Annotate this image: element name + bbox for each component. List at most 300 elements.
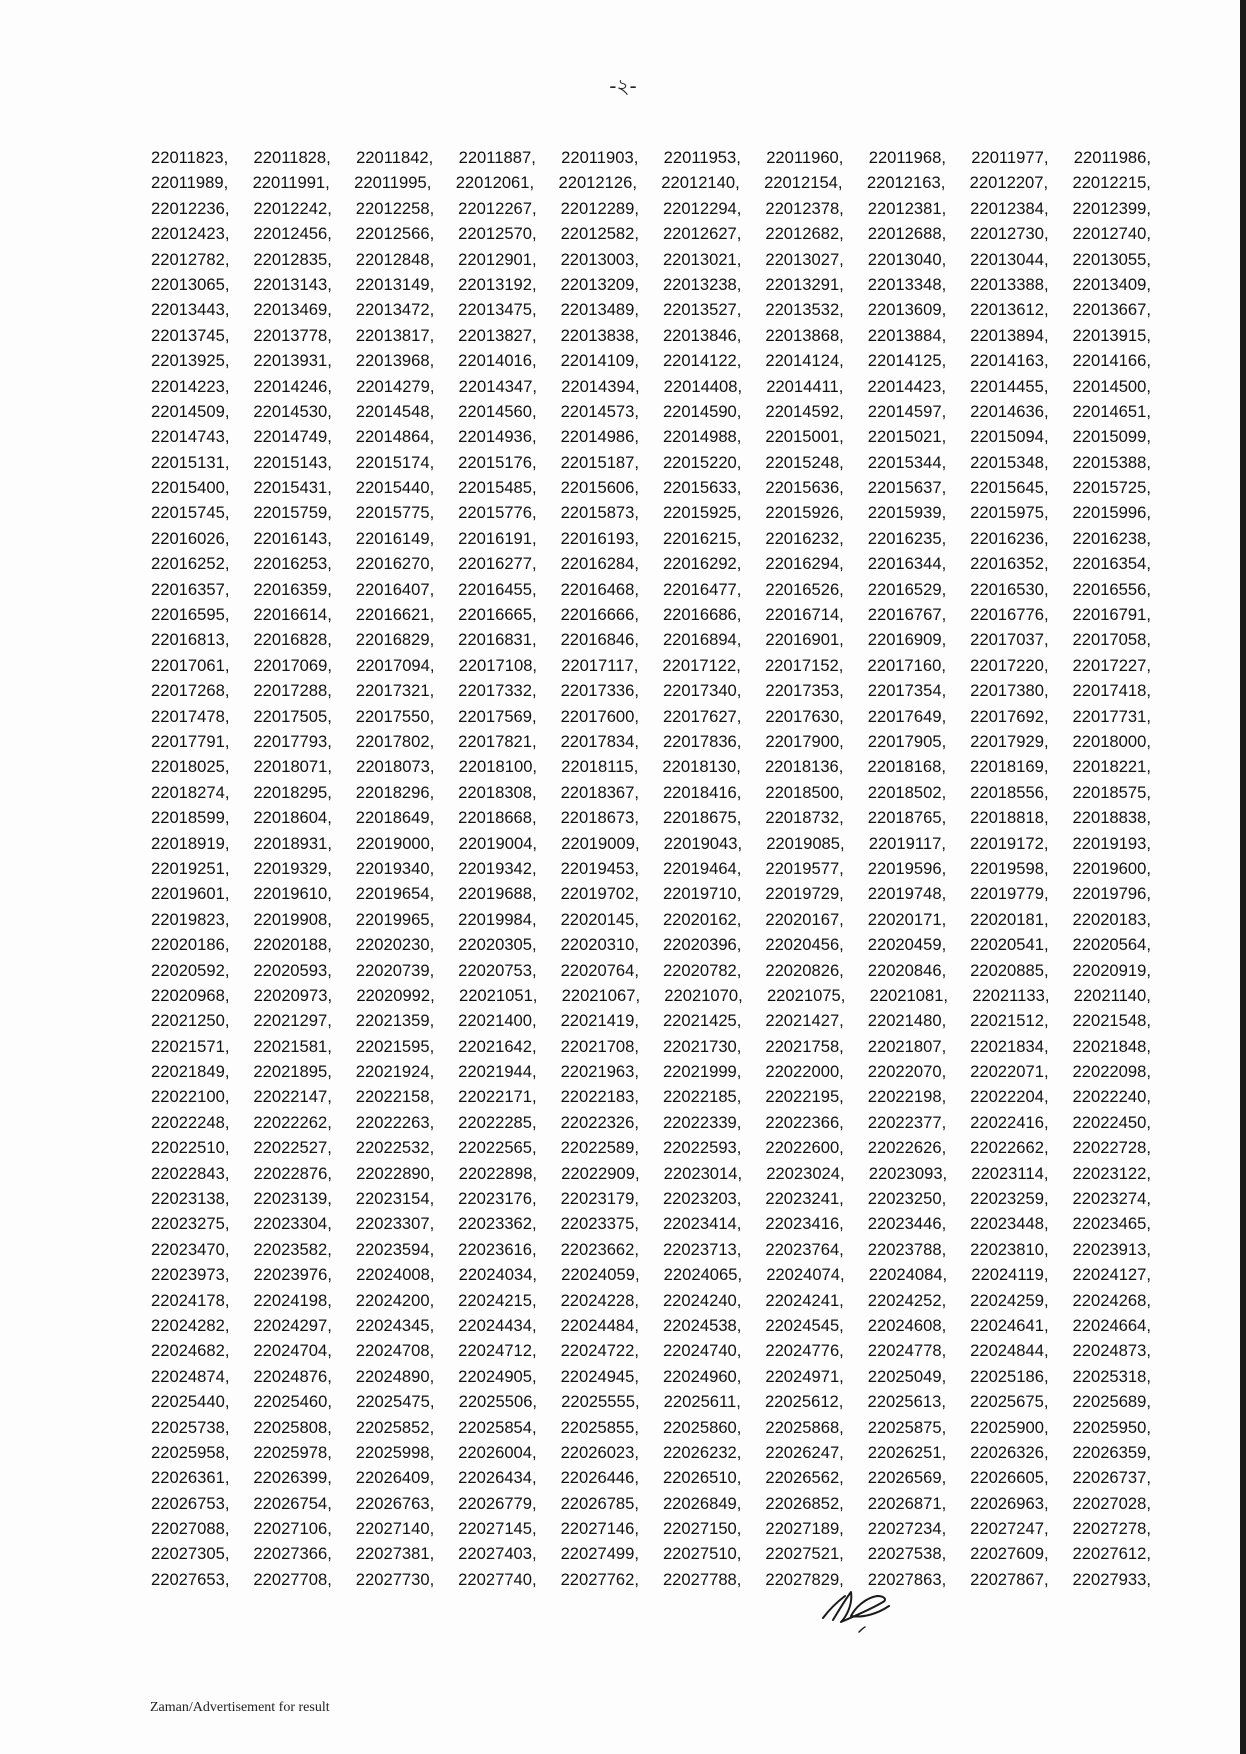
roll-number: 22012582, xyxy=(560,224,640,244)
roll-number: 22020305, xyxy=(458,935,537,955)
roll-number: 22018673, xyxy=(560,808,640,828)
roll-number: 22024074, xyxy=(766,1265,845,1285)
roll-number: 22012423, xyxy=(151,224,230,244)
roll-number: 22012456, xyxy=(253,224,332,244)
roll-number: 22020992, xyxy=(356,985,435,1005)
roll-number: 22027521, xyxy=(765,1544,844,1564)
roll-number: 22012566, xyxy=(355,224,435,244)
roll-number: 22026871, xyxy=(867,1493,947,1513)
roll-number: 22025440, xyxy=(151,1392,230,1412)
roll-number: 22024215, xyxy=(458,1290,537,1310)
roll-number: 22012207, xyxy=(969,173,1049,193)
roll-number: 22015926, xyxy=(765,503,844,523)
number-row xyxy=(151,221,1151,246)
roll-number: 22011977, xyxy=(971,148,1049,167)
roll-number: 22016235, xyxy=(867,528,947,548)
roll-number: 22024198, xyxy=(253,1290,332,1310)
roll-number: 22019085, xyxy=(766,833,845,853)
roll-number: 22018308, xyxy=(458,782,537,802)
roll-number: 22015745, xyxy=(151,503,230,523)
roll-number: 22012682, xyxy=(765,224,844,244)
roll-number: 22024059, xyxy=(561,1265,640,1285)
roll-number: 22021595, xyxy=(355,1036,435,1056)
roll-number: 22015485, xyxy=(458,478,537,498)
number-row xyxy=(151,856,1151,881)
roll-number: 22024178, xyxy=(151,1290,230,1310)
roll-number: 22021730, xyxy=(662,1036,742,1056)
roll-number: 22021081, xyxy=(869,985,949,1005)
roll-number: 22022198, xyxy=(867,1087,947,1107)
roll-number: 22013609, xyxy=(867,300,947,320)
roll-number: 22022100, xyxy=(151,1087,230,1107)
roll-number: 22017160, xyxy=(867,655,946,675)
roll-number: 22013388, xyxy=(970,274,1049,294)
roll-number: 22022728, xyxy=(1072,1138,1151,1158)
number-row xyxy=(151,1186,1151,1211)
roll-number: 22022626, xyxy=(867,1138,947,1158)
roll-number: 22022071, xyxy=(970,1062,1049,1082)
roll-number: 22017268, xyxy=(151,681,230,701)
roll-number: 22024712, xyxy=(458,1341,537,1361)
roll-number: 22013884, xyxy=(867,325,947,345)
roll-number: 22023913, xyxy=(1072,1239,1151,1259)
roll-number: 22026361, xyxy=(151,1468,230,1488)
roll-number: 22016253, xyxy=(253,554,332,574)
roll-number: 22021708, xyxy=(560,1036,640,1056)
roll-number: 22019779, xyxy=(970,884,1049,904)
roll-number: 22011903, xyxy=(561,148,639,167)
number-row xyxy=(151,678,1151,703)
roll-number: 22022890, xyxy=(356,1163,435,1183)
roll-number: 22015725, xyxy=(1072,478,1151,498)
roll-number: 22015996, xyxy=(1072,503,1151,523)
roll-number: 22019600, xyxy=(1072,858,1151,878)
roll-number: 22022589, xyxy=(560,1138,640,1158)
roll-number: 22018675, xyxy=(662,808,742,828)
roll-number: 22018115, xyxy=(561,757,639,777)
roll-number: 22022565, xyxy=(458,1138,537,1158)
roll-number: 22026852, xyxy=(765,1493,844,1513)
roll-number: 22020919, xyxy=(1072,960,1151,980)
roll-number: 22017354, xyxy=(867,681,947,701)
roll-number: 22013475, xyxy=(458,300,537,320)
roll-number: 22022326, xyxy=(560,1112,640,1132)
roll-number: 22011842, xyxy=(356,148,434,167)
roll-number: 22017505, xyxy=(253,706,332,726)
roll-number: 22015873, xyxy=(560,503,640,523)
roll-number: 22013065, xyxy=(151,274,230,294)
roll-number: 22026737, xyxy=(1072,1468,1151,1488)
roll-number: 22023973, xyxy=(151,1265,230,1285)
roll-number: 22021250, xyxy=(151,1011,230,1031)
roll-number: 22016354, xyxy=(1072,554,1151,574)
roll-number: 22026023, xyxy=(560,1442,640,1462)
roll-number: 22024345, xyxy=(355,1315,435,1335)
roll-number: 22023114, xyxy=(971,1163,1049,1183)
roll-number: 22025900, xyxy=(970,1417,1049,1437)
roll-number: 22024252, xyxy=(867,1290,947,1310)
roll-number: 22014500, xyxy=(1072,376,1151,396)
roll-number: 22012163, xyxy=(866,173,946,193)
number-row xyxy=(151,348,1151,373)
roll-number: 22023014, xyxy=(663,1163,743,1183)
roll-number: 22017929, xyxy=(970,731,1049,751)
roll-number: 22016294, xyxy=(765,554,844,574)
roll-number: 22019453, xyxy=(560,858,640,878)
roll-number: 22022600, xyxy=(765,1138,844,1158)
number-row xyxy=(151,1084,1151,1109)
roll-number: 22016026, xyxy=(151,528,230,548)
roll-number: 22013149, xyxy=(355,274,435,294)
roll-number: 22024664, xyxy=(1072,1315,1151,1335)
roll-number: 22013612, xyxy=(970,300,1049,320)
roll-number: 22013040, xyxy=(867,249,947,269)
roll-number: 22015636, xyxy=(765,478,844,498)
roll-number: 22024034, xyxy=(458,1265,538,1285)
roll-number: 22024259, xyxy=(970,1290,1049,1310)
roll-number: 22012258, xyxy=(355,198,435,218)
number-row xyxy=(151,932,1151,957)
roll-number: 22017478, xyxy=(151,706,230,726)
roll-number: 22019340, xyxy=(355,858,435,878)
roll-number: 22013143, xyxy=(253,274,332,294)
roll-number: 22024127, xyxy=(1072,1265,1151,1285)
roll-number: 22016232, xyxy=(765,528,844,548)
number-row xyxy=(151,272,1151,297)
roll-number: 22023304, xyxy=(253,1214,332,1234)
roll-number: 22022000, xyxy=(765,1062,844,1082)
roll-number: 22017336, xyxy=(560,681,640,701)
roll-number: 22019043, xyxy=(663,833,743,853)
roll-number: 22013489, xyxy=(560,300,640,320)
roll-number: 22024971, xyxy=(765,1366,844,1386)
roll-number: 22013443, xyxy=(151,300,230,320)
roll-number: 22021425, xyxy=(662,1011,742,1031)
roll-number: 22023176, xyxy=(458,1189,537,1209)
roll-number: 22016666, xyxy=(560,605,640,625)
number-row xyxy=(151,323,1151,348)
roll-number: 22018416, xyxy=(662,782,742,802)
roll-number: 22021480, xyxy=(867,1011,947,1031)
roll-number: 22025675, xyxy=(970,1392,1049,1412)
roll-number: 22013192, xyxy=(458,274,537,294)
number-row xyxy=(151,1237,1151,1262)
roll-number: 22018838, xyxy=(1072,808,1151,828)
roll-number: 22012242, xyxy=(253,198,332,218)
roll-number: 22020846, xyxy=(867,960,947,980)
roll-number: 22024241, xyxy=(765,1290,844,1310)
roll-number: 22025613, xyxy=(867,1392,946,1412)
roll-number: 22018919, xyxy=(151,833,230,853)
roll-number: 22020162, xyxy=(662,909,742,929)
roll-number: 22023713, xyxy=(662,1239,742,1259)
roll-number: 22017900, xyxy=(765,731,844,751)
roll-number: 22020739, xyxy=(355,960,435,980)
roll-number: 22021963, xyxy=(560,1062,640,1082)
roll-number: 22015143, xyxy=(253,452,332,472)
roll-number: 22017692, xyxy=(970,706,1049,726)
roll-number: 22017117, xyxy=(561,655,639,675)
roll-number: 22014560, xyxy=(458,401,537,421)
roll-number: 22013868, xyxy=(765,325,844,345)
roll-number: 22020541, xyxy=(970,935,1049,955)
roll-number: 22019577, xyxy=(765,858,844,878)
roll-number: 22013925, xyxy=(151,351,230,371)
roll-number: 22016455, xyxy=(458,579,537,599)
roll-number: 22016665, xyxy=(458,605,537,625)
roll-number: 22016270, xyxy=(355,554,435,574)
roll-number: 22018296, xyxy=(355,782,435,802)
roll-number: 22020593, xyxy=(253,960,332,980)
roll-number: 22023414, xyxy=(662,1214,742,1234)
roll-number: 22027189, xyxy=(765,1519,844,1539)
roll-number: 22021427, xyxy=(765,1011,844,1031)
roll-number: 22027499, xyxy=(560,1544,640,1564)
roll-number: 22019908, xyxy=(253,909,332,929)
roll-number: 22024545, xyxy=(765,1315,844,1335)
roll-number: 22021051, xyxy=(458,985,538,1005)
roll-number: 22016352, xyxy=(970,554,1049,574)
roll-number: 22023416, xyxy=(765,1214,844,1234)
roll-number: 22018668, xyxy=(458,808,537,828)
number-row xyxy=(151,653,1151,678)
roll-number: 22014455, xyxy=(970,376,1049,396)
roll-number: 22027788, xyxy=(662,1569,742,1589)
roll-number: 22018025, xyxy=(151,757,230,777)
number-row xyxy=(151,704,1151,729)
roll-number: 22021924, xyxy=(355,1062,435,1082)
roll-number: 22018221, xyxy=(1072,757,1151,777)
number-row xyxy=(151,145,1151,170)
roll-number: 22020753, xyxy=(458,960,537,980)
roll-number: 22026785, xyxy=(560,1493,640,1513)
roll-number: 22016791, xyxy=(1072,605,1151,625)
roll-number: 22016714, xyxy=(765,605,844,625)
roll-number: 22025506, xyxy=(458,1392,538,1412)
roll-number: 22012782, xyxy=(151,249,230,269)
roll-number: 22017418, xyxy=(1072,681,1151,701)
roll-number: 22017321, xyxy=(355,681,435,701)
roll-number: 22013846, xyxy=(662,325,742,345)
roll-number: 22016277, xyxy=(458,554,537,574)
roll-number: 22025860, xyxy=(662,1417,742,1437)
roll-number: 22017802, xyxy=(355,731,435,751)
roll-number: 22016407, xyxy=(355,579,435,599)
roll-number: 22026247, xyxy=(765,1442,844,1462)
number-row xyxy=(151,551,1151,576)
roll-number: 22023465, xyxy=(1072,1214,1151,1234)
number-row xyxy=(151,374,1151,399)
roll-number: 22020183, xyxy=(1072,909,1151,929)
roll-number: 22025868, xyxy=(765,1417,844,1437)
roll-number: 22026399, xyxy=(253,1468,332,1488)
roll-number: 22020167, xyxy=(765,909,844,929)
roll-number: 22024905, xyxy=(458,1366,537,1386)
roll-number: 22018575, xyxy=(1072,782,1151,802)
roll-number: 22023375, xyxy=(560,1214,640,1234)
roll-number: 22015388, xyxy=(1072,452,1151,472)
roll-number: 22019710, xyxy=(662,884,742,904)
roll-number: 22014509, xyxy=(151,401,230,421)
roll-number: 22017288, xyxy=(253,681,332,701)
roll-number: 22019117, xyxy=(868,833,946,853)
roll-number: 22022532, xyxy=(355,1138,435,1158)
roll-number: 22025186, xyxy=(970,1366,1049,1386)
number-row xyxy=(151,247,1151,272)
roll-number: 22013827, xyxy=(458,325,537,345)
roll-number: 22019598, xyxy=(970,858,1049,878)
roll-number: 22016767, xyxy=(867,605,947,625)
roll-number: 22024945, xyxy=(560,1366,640,1386)
roll-number: 22024200, xyxy=(355,1290,435,1310)
roll-number: 22012154, xyxy=(764,173,843,193)
roll-number: 22024297, xyxy=(253,1315,332,1335)
roll-number: 22013527, xyxy=(662,300,742,320)
number-row xyxy=(151,1008,1151,1033)
number-row xyxy=(151,1288,1151,1313)
number-row xyxy=(151,1541,1151,1566)
roll-number: 22024844, xyxy=(970,1341,1049,1361)
roll-number: 22026763, xyxy=(355,1493,435,1513)
roll-number: 22016776, xyxy=(970,605,1049,625)
roll-number: 22017108, xyxy=(458,655,538,675)
number-row xyxy=(151,1465,1151,1490)
roll-number: 22024722, xyxy=(560,1341,640,1361)
roll-number: 22021944, xyxy=(458,1062,537,1082)
roll-number: 22014408, xyxy=(663,376,743,396)
roll-number: 22023274, xyxy=(1072,1189,1151,1209)
roll-number: 22025950, xyxy=(1072,1417,1151,1437)
roll-number: 22020826, xyxy=(765,960,844,980)
roll-number: 22014592, xyxy=(765,401,844,421)
roll-number: 22027366, xyxy=(253,1544,332,1564)
roll-number: 22022898, xyxy=(458,1163,538,1183)
roll-number: 22022185, xyxy=(662,1087,742,1107)
roll-number: 22016193, xyxy=(560,528,640,548)
roll-number: 22014636, xyxy=(970,401,1049,421)
roll-number: 22025611, xyxy=(663,1392,741,1412)
roll-number: 22015440, xyxy=(355,478,435,498)
roll-number: 22016292, xyxy=(662,554,742,574)
signature-mark xyxy=(815,1580,895,1640)
roll-number: 22021999, xyxy=(662,1062,742,1082)
roll-number: 22019823, xyxy=(151,909,230,929)
roll-number: 22023307, xyxy=(355,1214,435,1234)
roll-number: 22015939, xyxy=(867,503,947,523)
roll-number: 22018136, xyxy=(764,757,844,777)
roll-number: 22015174, xyxy=(355,452,435,472)
roll-number: 22012378, xyxy=(765,198,844,218)
roll-number: 22020171, xyxy=(867,909,947,929)
roll-number: 22023616, xyxy=(458,1239,537,1259)
roll-number: 22020230, xyxy=(355,935,435,955)
roll-number: 22013044, xyxy=(970,249,1049,269)
number-row xyxy=(151,1415,1151,1440)
roll-number: 22018818, xyxy=(970,808,1049,828)
roll-number: 22022593, xyxy=(662,1138,742,1158)
roll-number: 22019329, xyxy=(253,858,332,878)
roll-number: 22020310, xyxy=(560,935,640,955)
roll-number: 22017058, xyxy=(1072,630,1151,650)
roll-number: 22011823, xyxy=(151,148,229,167)
number-row xyxy=(151,1516,1151,1541)
roll-number: 22025808, xyxy=(253,1417,332,1437)
roll-number: 22014988, xyxy=(662,427,742,447)
roll-number: 22027150, xyxy=(662,1519,742,1539)
roll-number: 22017821, xyxy=(458,731,537,751)
roll-number: 22020188, xyxy=(253,935,332,955)
roll-number: 22019596, xyxy=(867,858,947,878)
roll-number: 22024268, xyxy=(1072,1290,1151,1310)
roll-number: 22013472, xyxy=(355,300,435,320)
roll-number: 22017649, xyxy=(867,706,947,726)
roll-number: 22014530, xyxy=(253,401,332,421)
roll-number: 22014864, xyxy=(355,427,435,447)
roll-number: 22015775, xyxy=(355,503,435,523)
roll-number: 22021419, xyxy=(560,1011,640,1031)
roll-number: 22017069, xyxy=(253,655,332,675)
number-row xyxy=(151,1491,1151,1516)
roll-number: 22023448, xyxy=(970,1214,1049,1234)
roll-number: 22018000, xyxy=(1072,731,1151,751)
roll-number: 22023024, xyxy=(766,1163,845,1183)
roll-number: 22024434, xyxy=(458,1315,537,1335)
roll-number: 22019748, xyxy=(867,884,947,904)
roll-number: 22015776, xyxy=(458,503,537,523)
roll-number: 22022377, xyxy=(867,1112,947,1132)
roll-number: 22017094, xyxy=(356,655,435,675)
roll-number: 22020456, xyxy=(765,935,844,955)
roll-number: 22012061, xyxy=(455,173,535,193)
roll-number: 22021834, xyxy=(970,1036,1049,1056)
roll-number: 22022098, xyxy=(1072,1062,1151,1082)
roll-number: 22015248, xyxy=(765,452,844,472)
roll-number: 22016529, xyxy=(867,579,947,599)
roll-number: 22027612, xyxy=(1072,1544,1151,1564)
roll-number: 22014597, xyxy=(867,401,947,421)
roll-number: 22017627, xyxy=(662,706,742,726)
roll-number: 22014347, xyxy=(458,376,538,396)
roll-number: 22015187, xyxy=(560,452,640,472)
roll-number: 22022366, xyxy=(765,1112,844,1132)
roll-number: 22027140, xyxy=(355,1519,435,1539)
roll-number: 22025738, xyxy=(151,1417,230,1437)
roll-number: 22022876, xyxy=(253,1163,332,1183)
roll-number: 22019172, xyxy=(970,833,1049,853)
roll-number: 22013667, xyxy=(1072,300,1151,320)
roll-number: 22012140, xyxy=(661,173,740,193)
roll-number: 22021642, xyxy=(458,1036,537,1056)
roll-number: 22027028, xyxy=(1072,1493,1151,1513)
roll-number: 22012267, xyxy=(458,198,537,218)
roll-number: 22015759, xyxy=(253,503,332,523)
roll-number: 22017353, xyxy=(765,681,844,701)
roll-number: 22026446, xyxy=(560,1468,640,1488)
roll-number: 22013745, xyxy=(151,325,230,345)
roll-number: 22015645, xyxy=(970,478,1049,498)
roll-number: 22022510, xyxy=(151,1138,230,1158)
roll-number: 22023594, xyxy=(355,1239,435,1259)
roll-number: 22018931, xyxy=(253,833,332,853)
roll-number: 22016828, xyxy=(253,630,332,650)
roll-number: 22013238, xyxy=(662,274,742,294)
roll-number: 22016614, xyxy=(253,605,332,625)
roll-number: 22018071, xyxy=(253,757,332,777)
roll-number: 22014548, xyxy=(355,401,435,421)
roll-number: 22013469, xyxy=(253,300,332,320)
roll-number: 22024282, xyxy=(151,1315,230,1335)
roll-number: 22014573, xyxy=(560,401,640,421)
